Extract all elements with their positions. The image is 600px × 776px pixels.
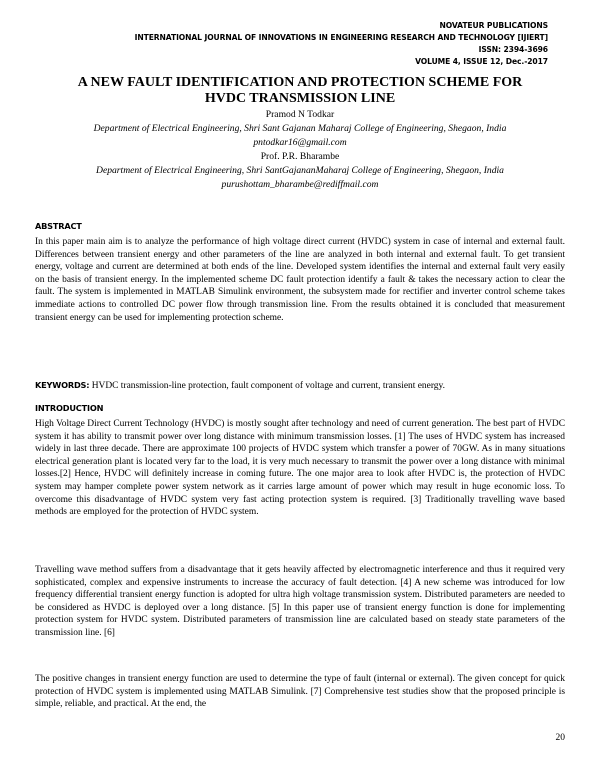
author1-name: Pramod N Todkar	[265, 109, 335, 120]
header-volume: VOLUME 4, ISSUE 12, Dec.-2017	[415, 57, 548, 66]
introduction-para2: Travelling wave method suffers from a disadvantage that it gets heavily affected by electromagnetic interference and thus it required very sophisticated, complex and expensive instruments to increase the accuracy of fault detection. [4] A new scheme was introduced for low frequency differential transient energy function is adopted for ultra high voltage transmission system. Distributed parameters are needed to be considered as HVDC is deployed over a long distance. [5] In this paper use of transient energy function is done for implementing protection system for HVDC system. Distributed parameters of transmission line are calculated based on steady state parameters of the transmission line. [6]	[35, 565, 565, 638]
introduction-heading: INTRODUCTION	[35, 403, 104, 413]
header-publisher: NOVATEUR PUBLICATIONS	[439, 21, 548, 30]
author2-affiliation: Department of Electrical Engineering, Shri SantGajananMaharaj College of Engineering, Shegaon, India	[96, 165, 504, 176]
paper-title-line1: A NEW FAULT IDENTIFICATION AND PROTECTION SCHEME FOR	[77, 75, 523, 90]
keywords-text: HVDC transmission-line protection, fault component of voltage and current, transient energy.	[89, 381, 445, 391]
author1-affiliation: Department of Electrical Engineering, Shri Sant Gajanan Maharaj College of Engineering, Shegaon, India	[93, 123, 507, 134]
author2-name: Prof. P.R. Bharambe	[260, 151, 340, 162]
introduction-para1: High Voltage Direct Current Technology (HVDC) is mostly sought after technology and need of current generation. The best part of HVDC system it has ability to transmit power over long distance with minimum transmission losses. [1] The uses of HVDC system has increased widely in last three decade. There are approximate 100 projects of HVDC system which transfer a power of 70GW. As in many situations electrical generation plant is located very far to the load, it is very much necessary to transmit the power over a long distance with minimal losses.[2] Hence, HVDC will definitely increase in coming future. The one major area to look after HVDC is, the protection of HVDC system may hamper complete power system network as it carries large amount of power which may result in huge economic loss. To overcome this disadvantage of HVDC system very fast acting protection system is required. [3] Traditionally travelling wave based methods are employed for the protection of HVDC system.	[35, 419, 565, 518]
keywords-line	[35, 379, 565, 393]
introduction-para3: The positive changes in transient energy function are used to determine the type of fault (internal or external). The given concept for quick protection of HVDC system is implemented using MATLAB Simulink. [7] Comprehensive test studies show that the proposed principle is simple, reliable, and practical. At the end, the	[35, 674, 565, 710]
keywords-label: KEYWORDS:	[35, 380, 90, 390]
author2-email: purushottam_bharambe@rediffmail.com	[221, 179, 379, 190]
author1-email: pntodkar16@gmail.com	[253, 137, 347, 148]
abstract-heading: ABSTRACT	[35, 221, 82, 231]
header-issn: ISSN: 2394-3696	[478, 45, 548, 54]
page-number: 20	[555, 733, 565, 743]
header-journal: INTERNATIONAL JOURNAL OF INNOVATIONS IN ENGINEERING RESEARCH AND TECHNOLOGY [IJIERT]	[134, 33, 548, 42]
paper-title-line2: HVDC TRANSMISSION LINE	[204, 91, 396, 106]
abstract-text: In this paper main aim is to analyze the performance of high voltage direct current (HVDC) system in case of internal and external fault. Differences between transient energy and other parameters of the line are analyzed in both internal and external fault. To get transient energy, voltage and current are determined at both ends of the line. Developed system identifies the internal and external fault very easily on the basis of transient energy. In the implemented scheme DC fault protection identify a fault & takes the necessary action to clear the fault. The system is implemented in MATLAB Simulink environment, the subsystem made for rectifier and inverter control scheme takes immediate actions to controlled DC power flow through transmission line. From the results obtained it is concluded that measurement transient energy can be used for implementing protection scheme.	[35, 237, 565, 323]
